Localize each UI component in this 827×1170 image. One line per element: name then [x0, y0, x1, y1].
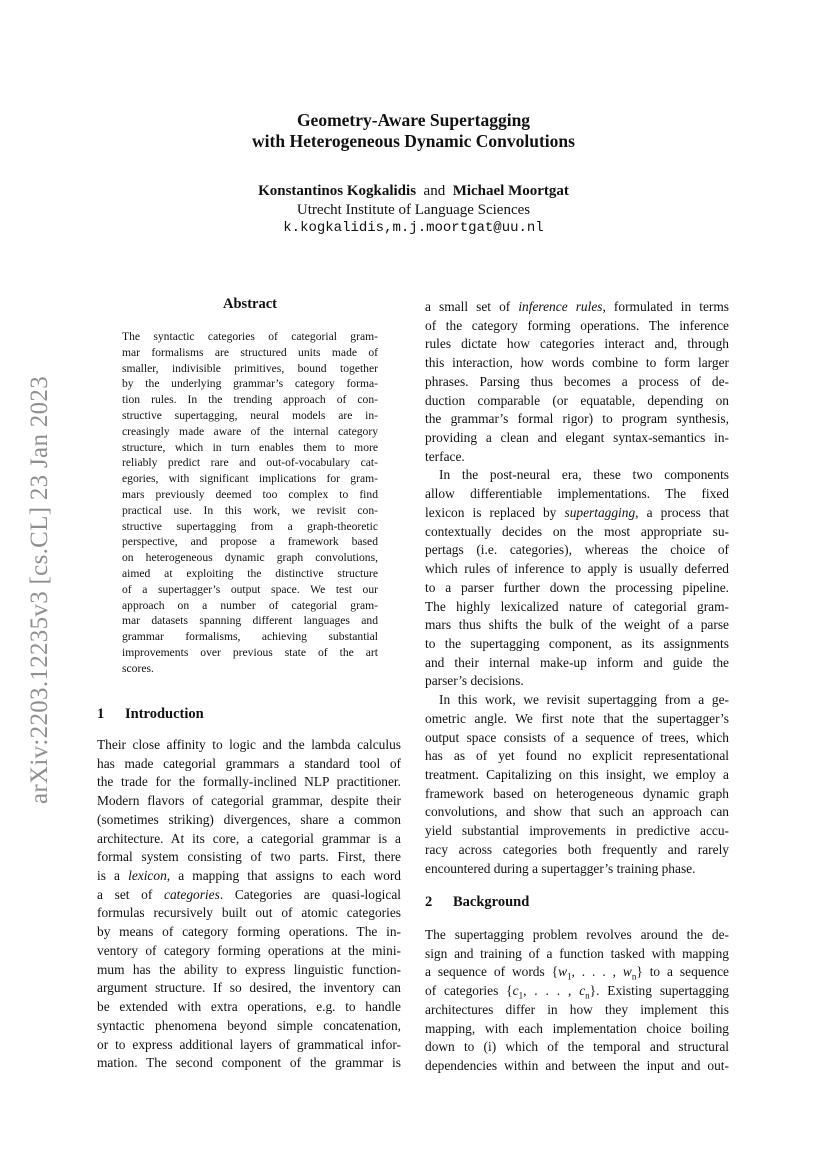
text-line: aimed at exploiting the distinctive structure	[122, 566, 378, 580]
text-line	[425, 982, 729, 1001]
text-line: of the category forming operations. The inference	[425, 317, 729, 333]
text-line: mars previously deemed too complex to find	[122, 487, 378, 501]
text-line: yield substantial improvements in predictive accu-	[425, 823, 729, 839]
author-conjunction: and	[423, 183, 446, 199]
text-line: formulas recursively built out of atomic categories	[97, 905, 401, 921]
text-line	[425, 504, 729, 523]
text-line: allow differentiable implementations. The fixed	[425, 486, 729, 502]
text-line: to the supertagging component, as its assignments	[425, 635, 729, 651]
text-line: tion rules. In the trending approach of con-	[122, 393, 378, 407]
text-line: contextually decides on the most appropriate su-	[425, 523, 729, 539]
text-span: lexicon is replaced by	[425, 504, 565, 520]
text-line: ometric angle. We first note that the supertagger’s	[425, 710, 729, 726]
text-line: syntactic phenomena beyond simple concatenation,	[97, 1017, 401, 1033]
text-line: In this work, we revisit supertagging from a ge-	[439, 692, 729, 708]
text-span: a set of	[97, 886, 165, 902]
text-line: structive supertagging from a graph-theoretic	[122, 519, 378, 533]
text-line: which rules of inference to apply is usually deferred	[425, 561, 729, 577]
text-line: on heterogeneous dynamic graph convolutions,	[122, 551, 378, 565]
subscript: n	[631, 972, 637, 983]
text-line: Modern flavors of categorial grammar, despite their	[97, 793, 401, 809]
text-line: be extended with extra operations, e.g. to handle	[97, 999, 401, 1015]
text-span: of categories {	[425, 983, 513, 999]
text-span: , formulated in terms	[602, 299, 730, 314]
text-span: is a	[97, 868, 129, 884]
text-line: mapping, with each implementation choice boiling	[425, 1020, 729, 1036]
text-line: Their close affinity to logic and the lambda calculus	[97, 737, 401, 752]
subscript: n	[585, 990, 590, 1001]
text-line: approach on a number of categorial gram-	[122, 598, 378, 612]
author-block	[0, 182, 827, 220]
emphasis: c	[579, 983, 586, 999]
text-line: The highly lexicalized nature of categorial gram-	[425, 598, 729, 614]
text-line: perspective, and propose a framework based	[122, 535, 378, 549]
emphasis: categories	[164, 886, 220, 902]
text-span: }. Existing supertagging	[589, 983, 729, 999]
text-line: the grammar’s formal rigor) to program synthesis,	[425, 411, 729, 427]
arxiv-stamp-text: arXiv:2203.12235v3 [cs.CL] 23 Jan 2023	[26, 375, 53, 805]
text-line: reliably predict rare and out-of-vocabulary cat-	[122, 456, 378, 470]
section-heading-background	[425, 894, 529, 911]
text-line: creasingly made aware of the internal category	[122, 424, 378, 438]
text-line	[97, 886, 401, 905]
text-line	[425, 963, 729, 982]
text-line: pertags (i.e. categories), whereas the choice of	[425, 542, 729, 558]
emphasis: lexicon	[128, 868, 167, 884]
text-line: improvements over previous state of the art	[122, 645, 378, 659]
affiliation: Utrecht Institute of Language Sciences	[296, 202, 531, 218]
author-email: k.kogkalidis,m.j.moortgat@uu.nl	[283, 220, 544, 236]
title-line: with Heterogeneous Dynamic Convolutions	[252, 131, 575, 151]
abstract-body	[122, 329, 378, 677]
text-line: argument structure. If so desired, the inventory can	[97, 980, 401, 996]
text-line: and their internal make-up inform and guide the	[425, 654, 729, 670]
text-line: mar datasets spanning different languages and	[122, 614, 378, 628]
text-line: rules dictate how categories interact and, through	[425, 336, 729, 352]
text-line: treatment. Capitalizing on this insight, we employ a	[425, 766, 729, 782]
background-body	[425, 926, 729, 1076]
text-line: smaller, indivisible primitives, bound together	[122, 361, 378, 375]
text-span: , . . . ,	[523, 983, 580, 999]
text-line: by the underlying grammar’s category forma-	[122, 377, 378, 391]
abstract-heading: Abstract	[223, 296, 277, 312]
text-span: , a process that	[635, 504, 729, 520]
text-line: (sometimes striking) divergences, share a common	[97, 811, 401, 827]
text-line: formal system consisting of two parts. First, there	[97, 849, 401, 865]
text-line: sign and training of a function tasked with mapping	[425, 945, 729, 961]
text-line: dependencies within and between the input and out-	[425, 1058, 729, 1074]
text-line: or to express additional layers of grammatical infor-	[97, 1036, 401, 1052]
section-number: 2	[425, 894, 433, 910]
text-line: structure, which in turn enables them to more	[122, 440, 378, 454]
text-line: structive supertagging, neural models are in-	[122, 408, 378, 422]
text-span: } to a sequence	[636, 964, 729, 980]
title-line: Geometry-Aware Supertagging	[296, 110, 531, 130]
text-line: racy across categories both frequently and rarely	[425, 841, 729, 857]
introduction-continuation	[425, 298, 729, 878]
text-line: architecture. At its core, a categorial grammar is a	[97, 830, 401, 846]
text-line: phrases. Parsing thus becomes a process of de-	[425, 373, 729, 389]
text-span: a sequence of words {	[425, 964, 559, 980]
text-line	[425, 298, 729, 317]
text-span: a small set of	[425, 299, 519, 314]
text-line: mation. The second component of the grammar is	[97, 1055, 401, 1071]
text-line: ventory of category forming operations at the mini-	[97, 942, 401, 958]
text-span: . Categories are quasi-logical	[219, 886, 401, 902]
text-line: this interaction, how words combine to form larger	[425, 355, 729, 371]
author-name: Michael Moortgat	[452, 183, 569, 199]
text-line: In the post-neural era, these two components	[439, 467, 729, 483]
text-line: mum has the ability to express linguistic function-	[97, 961, 401, 977]
text-span: , a mapping that assigns to each word	[166, 868, 401, 884]
emphasis: supertagging	[564, 504, 636, 520]
text-line: The syntactic categories of categorial gram-	[122, 330, 378, 343]
text-line: by means of category forming operations. The in-	[97, 924, 401, 940]
text-line: encountered during a supertagger’s training phase.	[425, 860, 696, 876]
text-line: architectures differ in how they implement this	[425, 1001, 729, 1017]
subscript: 1	[518, 990, 524, 1001]
text-line: has as of yet found no explicit representational	[425, 748, 729, 764]
text-line: duction comparable (or equatable, depending on	[425, 392, 729, 408]
text-line: output space consists of a sequence of trees, which	[425, 729, 729, 745]
text-line: of a supertagger’s output space. We test our	[122, 582, 378, 596]
text-line	[97, 867, 401, 886]
text-line: The supertagging problem revolves around the de-	[425, 927, 729, 942]
emphasis: c	[512, 983, 519, 999]
text-line: has made categorial grammars a standard tool of	[97, 755, 401, 771]
emphasis: w	[558, 964, 567, 980]
section-title: Background	[453, 894, 530, 910]
text-line: mar formalisms are structured units made of	[122, 345, 378, 359]
text-line: to a parser further down the processing pipeline.	[425, 579, 729, 595]
text-line: the trade for the formally-inclined NLP practitioner.	[97, 774, 401, 790]
subscript: 1	[567, 972, 572, 983]
text-line: grammar formalisms, achieving substantial	[122, 630, 378, 644]
paper-title	[0, 110, 827, 152]
text-line: parser’s decisions.	[425, 673, 524, 689]
section-title: Introduction	[125, 706, 204, 722]
text-span: , . . . ,	[571, 964, 623, 980]
text-line: practical use. In this work, we revisit con-	[122, 503, 378, 517]
emphasis: w	[622, 964, 632, 980]
emphasis: inference rules	[518, 299, 603, 314]
author-name: Konstantinos Kogkalidis	[258, 183, 417, 199]
introduction-body	[97, 736, 401, 1073]
text-line: framework based on heterogeneous dynamic graph	[425, 785, 729, 801]
text-line: down to (i) which of the temporal and structural	[425, 1039, 729, 1055]
text-line: providing a clean and elegant syntax-semantics in-	[425, 430, 729, 446]
text-line: mars thus shifts the bulk of the weight of a parse	[425, 617, 729, 633]
text-line: egories, with significant implications for gram-	[122, 472, 378, 486]
section-number: 1	[97, 706, 105, 722]
section-heading-introduction	[97, 706, 204, 723]
text-line: convolutions, and show that such an approach can	[425, 804, 729, 820]
text-line: terface.	[425, 448, 465, 464]
text-line: scores.	[122, 661, 154, 675]
